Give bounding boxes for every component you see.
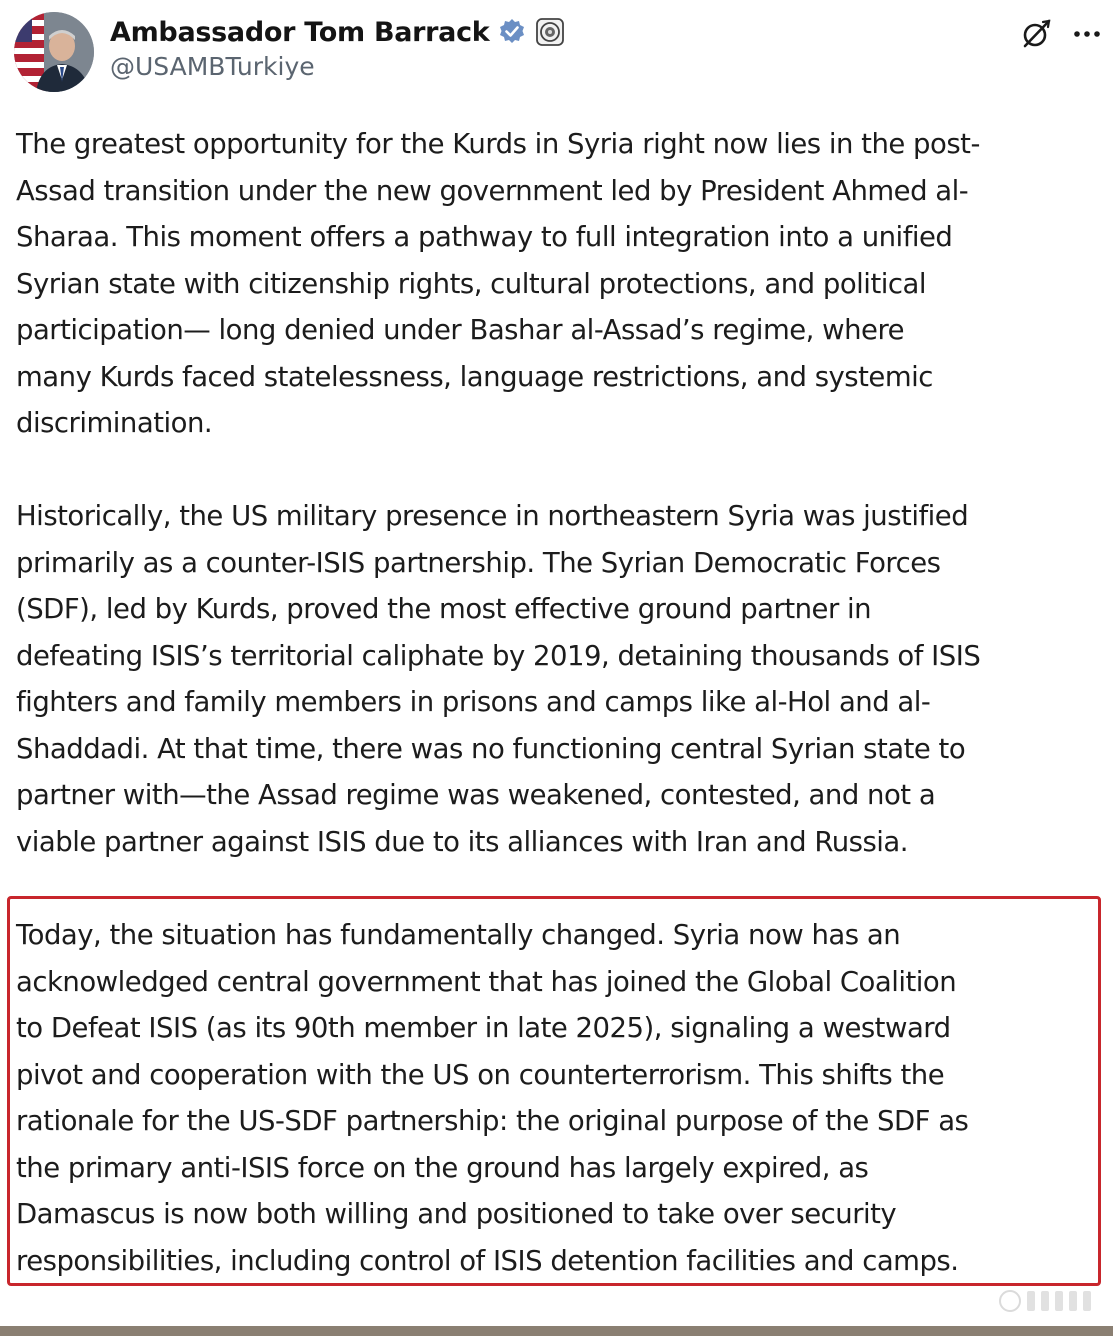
watermark-bar bbox=[1027, 1291, 1035, 1311]
us-embassy-seal-icon bbox=[535, 17, 565, 47]
avatar[interactable] bbox=[14, 12, 94, 92]
text-line: to Defeat ISIS (as its 90th member in late 2025), signaling a westward bbox=[16, 1012, 951, 1044]
text-line: pivot and cooperation with the US on counterterrorism. This shifts the bbox=[16, 1058, 945, 1091]
more-options-icon[interactable] bbox=[1069, 16, 1105, 52]
grok-icon[interactable] bbox=[1019, 16, 1055, 52]
text-line: partner with—the Assad regime was weakened, contested, and not a bbox=[16, 779, 936, 811]
text-line: primarily as a counter-ISIS partnership. The Syrian Democratic Forces bbox=[16, 546, 941, 579]
watermark-marks bbox=[999, 1290, 1091, 1312]
text-line: the primary anti-ISIS force on the ground has largely expired, as bbox=[16, 1151, 869, 1184]
post-paragraph-1 bbox=[16, 121, 1106, 447]
avatar-portrait bbox=[14, 12, 94, 92]
text-line: responsibilities, including control of ISIS detention facilities and camps. bbox=[16, 1244, 959, 1277]
text-line: The greatest opportunity for the Kurds in Syria right now lies in the post- bbox=[16, 128, 980, 160]
post-paragraph-3-highlighted bbox=[16, 912, 1106, 1284]
text-line: viable partner against ISIS due to its alliances with Iran and Russia. bbox=[16, 825, 909, 858]
watermark-bar bbox=[1083, 1291, 1091, 1311]
text-line: rationale for the US-SDF partnership: the original purpose of the SDF as bbox=[16, 1105, 969, 1137]
verified-badge-icon bbox=[497, 17, 527, 47]
text-line: fighters and family members in prisons and camps like al-Hol and al- bbox=[16, 686, 931, 718]
watermark-bar bbox=[1069, 1291, 1077, 1311]
header-actions bbox=[1019, 16, 1105, 52]
text-line: Shaddadi. At that time, there was no functioning central Syrian state to bbox=[16, 732, 966, 765]
post-paragraph-2 bbox=[16, 493, 1106, 865]
text-line: participation— long denied under Bashar al-Assad’s regime, where bbox=[16, 314, 905, 346]
watermark-circle bbox=[999, 1290, 1021, 1312]
user-handle[interactable]: @USAMBTurkiye bbox=[110, 52, 315, 81]
text-line: defeating ISIS’s territorial caliphate by 2019, detaining thousands of ISIS bbox=[16, 639, 981, 672]
text-line: Today, the situation has fundamentally changed. Syria now has an bbox=[16, 919, 901, 951]
text-line: discrimination. bbox=[16, 407, 213, 439]
watermark-bar bbox=[1055, 1291, 1063, 1311]
text-line: Assad transition under the new government led by President Ahmed al- bbox=[16, 174, 969, 207]
bottom-edge-strip bbox=[0, 1326, 1113, 1336]
watermark-bar bbox=[1041, 1291, 1049, 1311]
text-line: Sharaa. This moment offers a pathway to full integration into a unified bbox=[16, 221, 953, 253]
display-name[interactable]: Ambassador Tom Barrack bbox=[110, 16, 490, 48]
author-name-row bbox=[110, 12, 565, 52]
text-line: acknowledged central government that has joined the Global Coalition bbox=[16, 965, 957, 998]
text-line: many Kurds faced statelessness, language restrictions, and systemic bbox=[16, 360, 933, 393]
text-line: Historically, the US military presence in northeastern Syria was justified bbox=[16, 500, 969, 532]
text-line: (SDF), led by Kurds, proved the most effective ground partner in bbox=[16, 593, 872, 625]
text-line: Damascus is now both willing and positioned to take over security bbox=[16, 1198, 897, 1230]
text-line: Syrian state with citizenship rights, cultural protections, and political bbox=[16, 267, 926, 300]
